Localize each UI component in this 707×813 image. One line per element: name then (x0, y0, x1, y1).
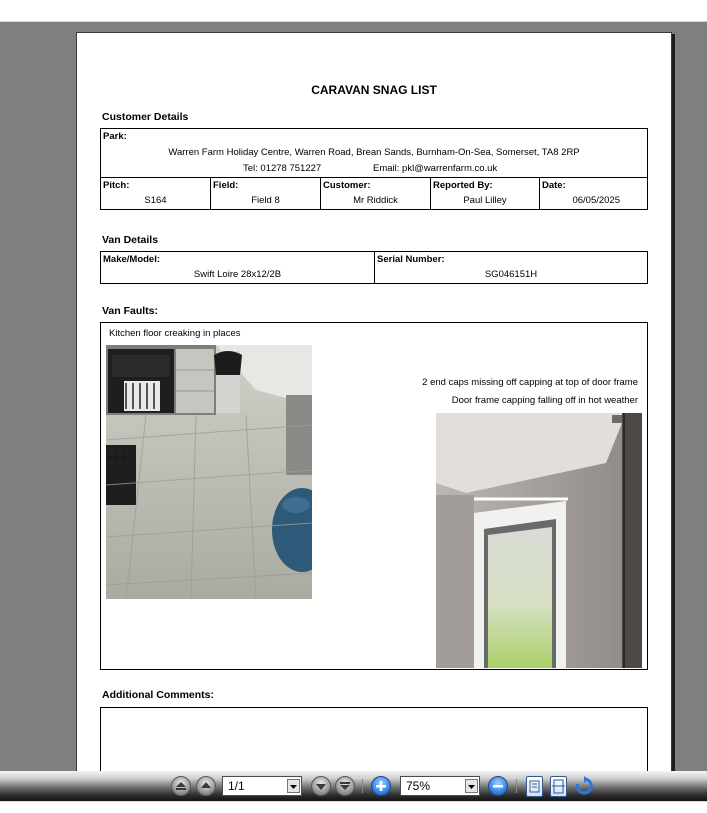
toolbar-separator (362, 779, 363, 793)
fault-end-caps: 2 end caps missing off capping at top of door frame (422, 377, 638, 388)
reported-by-label: Reported By: (433, 180, 493, 191)
page-number-value: 1/1 (228, 779, 245, 793)
van-details-heading: Van Details (102, 234, 159, 246)
make-model-value: Swift Loire 28x12/2B (193, 269, 282, 280)
pitch-label: Pitch: (103, 180, 130, 191)
document-page (76, 32, 672, 771)
date-cell (540, 178, 648, 210)
document-viewer[interactable] (0, 22, 707, 771)
last-page-button[interactable] (335, 776, 355, 796)
bottom-window-strip (0, 801, 707, 813)
fit-page-icon (527, 777, 542, 796)
customer-details-table (100, 128, 648, 210)
van-faults-heading: Van Faults: (102, 305, 159, 317)
rotate-button[interactable] (574, 776, 594, 796)
serial-number-value: SG046151H (484, 269, 538, 280)
fit-page-button[interactable] (526, 776, 543, 797)
field-label: Field: (213, 180, 239, 191)
zoom-dropdown-arrow-icon[interactable] (465, 779, 478, 793)
fit-width-icon (551, 777, 566, 796)
pitch-value: S164 (144, 195, 167, 206)
additional-comments-heading: Additional Comments: (102, 689, 214, 701)
chevron-down-icon (312, 777, 330, 795)
page-dropdown-arrow-icon[interactable] (287, 779, 300, 793)
door-frame-photo (436, 413, 642, 668)
kitchen-floor-image (106, 345, 312, 599)
van-faults-box (100, 322, 648, 670)
zoom-in-button[interactable] (371, 776, 391, 796)
fit-width-button[interactable] (550, 776, 567, 797)
field-cell (211, 178, 321, 210)
park-tel: Tel: 01278 751227 (243, 163, 322, 174)
park-contact-row (103, 161, 645, 177)
make-model-label: Make/Model: (103, 254, 161, 265)
document-title: CARAVAN SNAG LIST (311, 83, 437, 97)
next-page-button[interactable] (311, 776, 331, 796)
zoom-select[interactable] (400, 776, 480, 796)
field-value: Field 8 (251, 195, 280, 206)
customer-cell (321, 178, 431, 210)
last-page-icon (336, 777, 354, 795)
park-address: Warren Farm Holiday Centre, Warren Road, Brean Sands, Burnham-On-Sea, Somerset, TA8 2RP (168, 147, 580, 158)
zoom-out-button[interactable] (488, 776, 508, 796)
customer-details-heading: Customer Details (102, 111, 189, 123)
serial-number-label: Serial Number: (377, 254, 445, 265)
park-email: Email: pkl@warrenfarm.co.uk (373, 163, 498, 174)
first-page-button[interactable] (171, 776, 191, 796)
additional-comments-box (100, 707, 648, 771)
customer-value: Mr Riddick (353, 195, 398, 206)
park-label: Park: (103, 131, 127, 142)
serial-number-cell (375, 252, 648, 284)
kitchen-floor-photo (106, 345, 312, 599)
toolbar-separator (516, 779, 517, 793)
page-number-select[interactable] (222, 776, 302, 796)
chevron-up-icon (197, 777, 215, 795)
top-window-strip (0, 0, 707, 22)
date-value: 06/05/2025 (572, 195, 620, 206)
viewer-toolbar (0, 771, 707, 801)
reported-by-value: Paul Lilley (463, 195, 507, 206)
door-frame-image (436, 413, 642, 668)
reported-by-cell (431, 178, 540, 210)
make-model-cell (101, 252, 375, 284)
rotate-icon (574, 776, 594, 796)
plus-icon (372, 777, 390, 795)
park-cell (101, 129, 648, 178)
van-details-table (100, 251, 648, 284)
pitch-cell (101, 178, 211, 210)
fault-kitchen-floor: Kitchen floor creaking in places (109, 328, 241, 339)
minus-icon (489, 777, 507, 795)
customer-label: Customer: (323, 180, 371, 191)
first-page-icon (172, 777, 190, 795)
fault-door-frame-capping: Door frame capping falling off in hot weather (451, 395, 638, 406)
date-label: Date: (542, 180, 566, 191)
zoom-value: 75% (406, 779, 431, 793)
previous-page-button[interactable] (196, 776, 216, 796)
